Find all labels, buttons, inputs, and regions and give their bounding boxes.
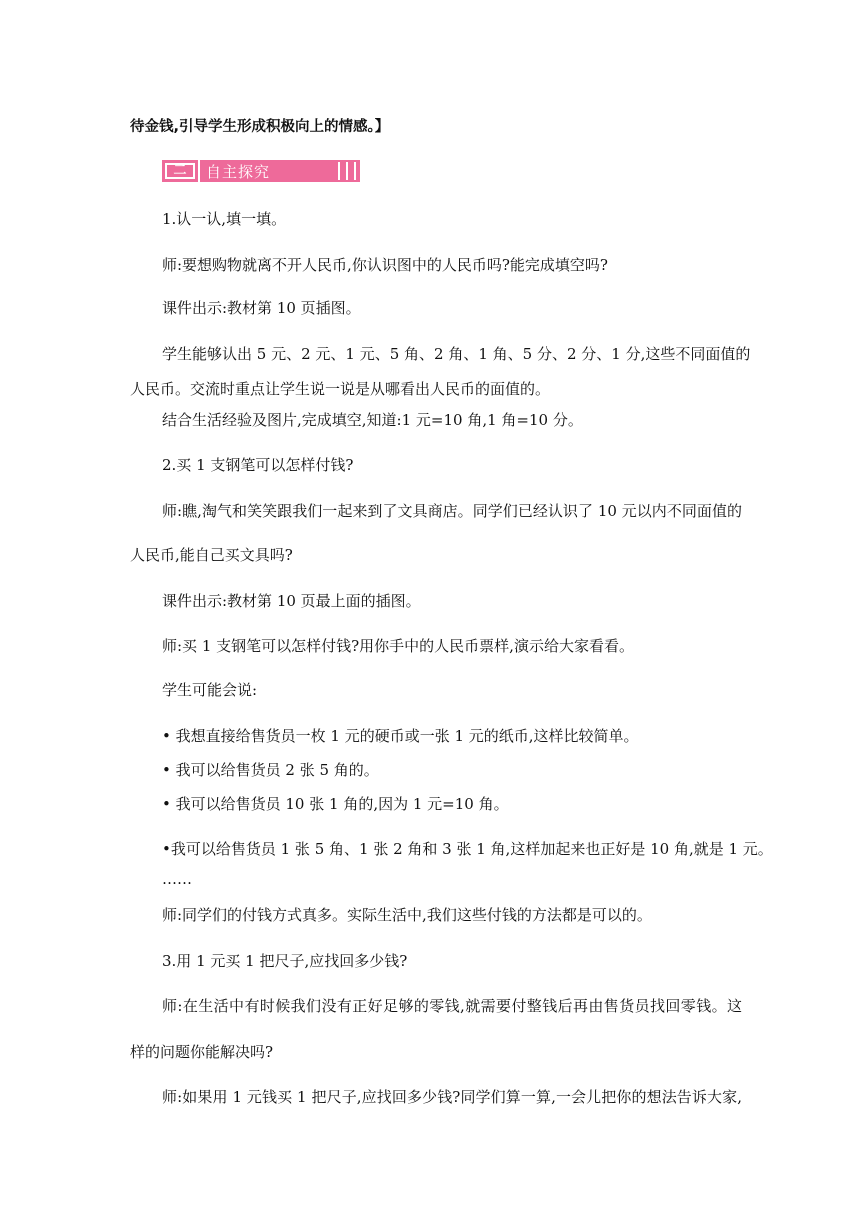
- ellipsis: ……: [162, 870, 192, 888]
- paragraph-line: 样的问题你能解决吗?: [130, 1043, 274, 1061]
- section-divider: [198, 160, 200, 182]
- paragraph-line: 师:如果用 1 元钱买 1 把尺子,应找回多少钱?同学们算一算,一会儿把你的想法告诉大家,: [162, 1088, 742, 1106]
- paragraph-line: 学生能够认出 5 元、2 元、1 元、5 角、2 角、1 角、5 分、2 分、1 分,这些不同面值的: [162, 345, 751, 363]
- paragraph-line: 师:瞧,淘气和笑笑跟我们一起来到了文具商店。同学们已经认识了 10 元以内不同面值的: [162, 502, 742, 520]
- paragraph-line: 人民币,能自己买文具吗?: [130, 546, 293, 564]
- section-stripes-decoration: [338, 162, 356, 180]
- paragraph-line: 师:同学们的付钱方式真多。实际生活中,我们这些付钱的方法都是可以的。: [162, 906, 652, 924]
- paragraph-heading: 3.用 1 元买 1 把尺子,应找回多少钱?: [162, 952, 408, 970]
- stripe: [338, 162, 340, 180]
- bullet-item: • 我想直接给售货员一枚 1 元的硬币或一张 1 元的纸币,这样比较简单。: [162, 727, 639, 745]
- paragraph-line: 师:要想购物就离不开人民币,你认识图中的人民币吗?能完成填空吗?: [162, 256, 608, 274]
- paragraph-line: 课件出示:教材第 10 页最上面的插图。: [162, 592, 421, 610]
- stripe: [346, 162, 348, 180]
- section-header: [162, 160, 360, 182]
- paragraph-line: 师:在生活中有时候我们没有正好足够的零钱,就需要付整钱后再由售货员找回零钱。这: [162, 997, 742, 1015]
- section-number-box: 二: [165, 163, 195, 179]
- bullet-item: • 我可以给售货员 2 张 5 角的。: [162, 761, 379, 779]
- paragraph-line: 人民币。交流时重点让学生说一说是从哪看出人民币的面值的。: [130, 380, 551, 398]
- intro-text-line: 待金钱,引导学生形成积极向上的情感。】: [130, 119, 390, 135]
- section-title: 自主探究: [206, 162, 271, 181]
- bullet-item: •我可以给售货员 1 张 5 角、1 张 2 角和 3 张 1 角,这样加起来也正好是 10 角,就是 1 元。: [162, 840, 773, 858]
- paragraph-heading: 2.买 1 支钢笔可以怎样付钱?: [162, 456, 354, 474]
- paragraph-line: 学生可能会说:: [162, 681, 258, 699]
- paragraph-heading: 1.认一认,填一填。: [162, 210, 287, 228]
- bullet-item: • 我可以给售货员 10 张 1 角的,因为 1 元=10 角。: [162, 795, 509, 813]
- stripe: [354, 162, 356, 180]
- paragraph-line: 结合生活经验及图片,完成填空,知道:1 元=10 角,1 角=10 分。: [162, 411, 583, 429]
- paragraph-line: 课件出示:教材第 10 页插图。: [162, 299, 361, 317]
- paragraph-line: 师:买 1 支钢笔可以怎样付钱?用你手中的人民币票样,演示给大家看看。: [162, 637, 634, 655]
